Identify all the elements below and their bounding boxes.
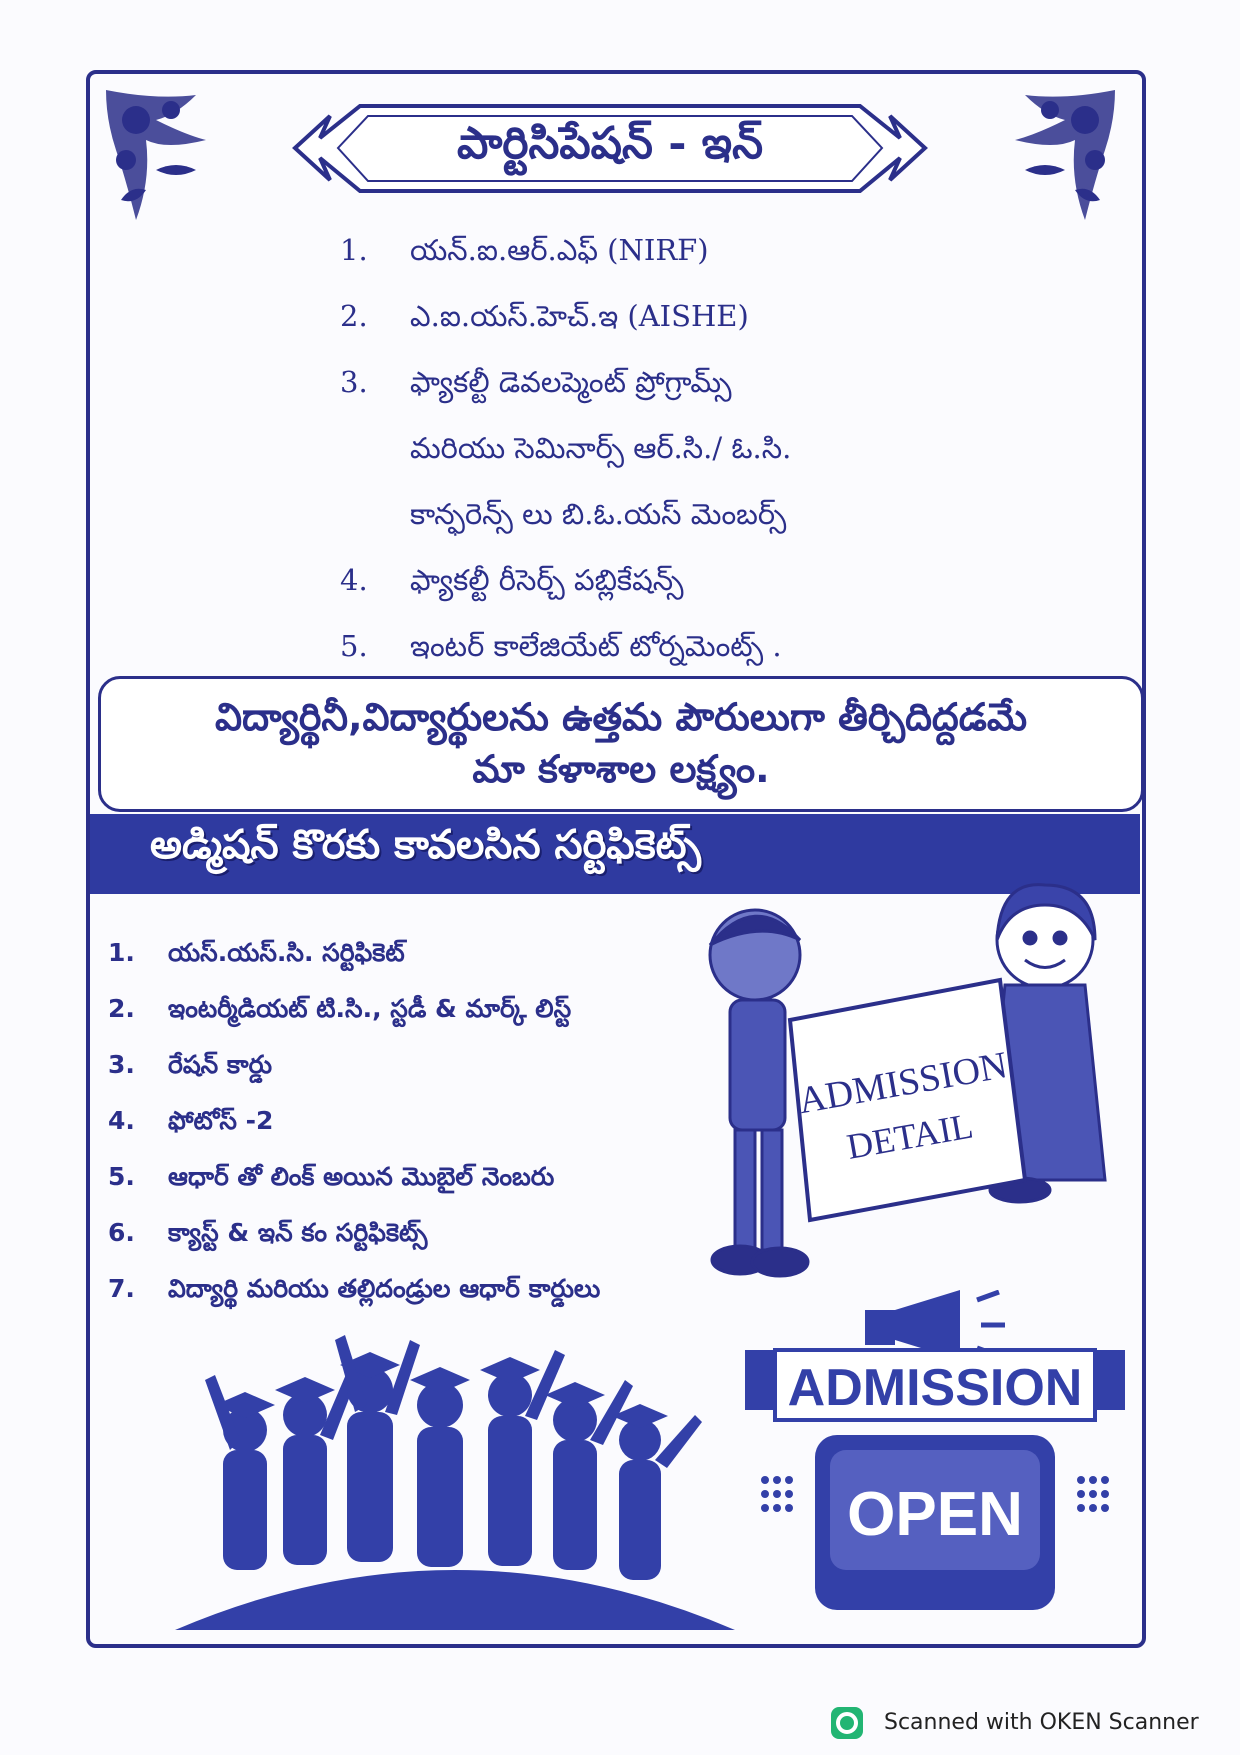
- item-number: 5.: [340, 629, 368, 663]
- item-text: ఫ్యాకల్టీ రీసెర్చ్ పబ్లికేషన్స్: [410, 563, 684, 597]
- scanner-watermark: Scanned with OKEN Scanner: [884, 1710, 1199, 1735]
- list-item: [108, 1212, 728, 1268]
- item-number: 6.: [108, 1218, 135, 1247]
- list-item: [330, 291, 930, 357]
- item-text: క్యాస్ట్ & ఇన్ కం సర్టిఫికెట్స్: [168, 1218, 428, 1247]
- item-text: ఫోటోస్ -2: [168, 1106, 274, 1135]
- scanner-logo-icon: [830, 1706, 864, 1740]
- list-item: [330, 225, 930, 291]
- item-text: విద్యార్థి మరియు తల్లిదండ్రుల ఆధార్ కార్డులు: [168, 1274, 601, 1303]
- graduates-silhouette: [175, 1320, 735, 1630]
- admission-detail-illustration: [700, 880, 1110, 1310]
- list-item: [330, 423, 930, 489]
- certificates-heading: అడ్మిషన్ కొరకు కావలసిన సర్టిఫికెట్స్: [150, 822, 701, 868]
- list-item: [330, 555, 930, 621]
- item-number: 2.: [340, 299, 368, 333]
- list-item: [108, 1156, 728, 1212]
- certificates-list: [108, 932, 728, 1324]
- list-item: [330, 357, 930, 423]
- item-text: యన్.ఐ.ఆర్.ఎఫ్ (NIRF): [410, 233, 709, 267]
- admission-open-badge: [745, 1290, 1125, 1620]
- item-number: 1.: [108, 938, 135, 967]
- item-number: 2.: [108, 994, 135, 1023]
- sign-line-1: ADMISSION: [795, 1044, 1011, 1123]
- list-item: [108, 1268, 728, 1324]
- item-text: ఇంటర్మీడియట్ టి.సి., స్టడీ & మార్క్ లిస్ట్: [168, 994, 572, 1023]
- list-item: [108, 932, 728, 988]
- item-text: ఎ.ఐ.యస్.హెచ్.ఇ (AISHE): [410, 299, 749, 333]
- page-title: పార్టిసిపేషన్ - ఇన్: [457, 117, 763, 169]
- item-text: ఫ్యాకల్టీ డెవలప్మెంట్ ప్రోగ్రామ్స్: [410, 365, 732, 399]
- item-text: రేషన్ కార్డు: [168, 1050, 273, 1079]
- item-number: 1.: [340, 233, 368, 267]
- badge-line-2: OPEN: [847, 1480, 1023, 1549]
- item-number: 4.: [340, 563, 368, 597]
- floral-corner-right-icon: [975, 80, 1125, 250]
- motto-line-1: విద్యార్థినీ,విద్యార్థులను ఉత్తమ పౌరులుగా తీర్చిదిద్దడమే: [214, 695, 1028, 739]
- item-number: 3.: [108, 1050, 135, 1079]
- list-item: [108, 1044, 728, 1100]
- list-item: [108, 988, 728, 1044]
- item-number: 5.: [108, 1162, 135, 1191]
- list-item: [330, 489, 930, 555]
- item-number: 4.: [108, 1106, 135, 1135]
- list-item: [108, 1100, 728, 1156]
- item-number: 3.: [340, 365, 368, 399]
- badge-line-1: ADMISSION: [787, 1359, 1083, 1417]
- item-text: యస్.యస్.సి. సర్టిఫికెట్: [168, 938, 405, 967]
- item-text: ఇంటర్ కాలేజియేట్ టోర్నమెంట్స్ .: [410, 629, 782, 663]
- item-text: ఆధార్ తో లింక్ అయిన మొబైల్ నెంబరు: [168, 1162, 555, 1191]
- sign-line-2: DETAIL: [843, 1105, 976, 1167]
- participation-list: [330, 225, 930, 687]
- motto-line-2: మా కళాశాల లక్ష్యం.: [472, 747, 770, 791]
- item-text: కాన్ఫరెన్స్ లు బి.ఓ.యస్ మెంబర్స్: [410, 497, 787, 531]
- item-text: మరియు సెమినార్స్ ఆర్.సి./ ఓ.సి.: [410, 431, 792, 465]
- item-number: 7.: [108, 1274, 135, 1303]
- floral-corner-left-icon: [96, 80, 246, 250]
- motto-box: [98, 676, 1144, 812]
